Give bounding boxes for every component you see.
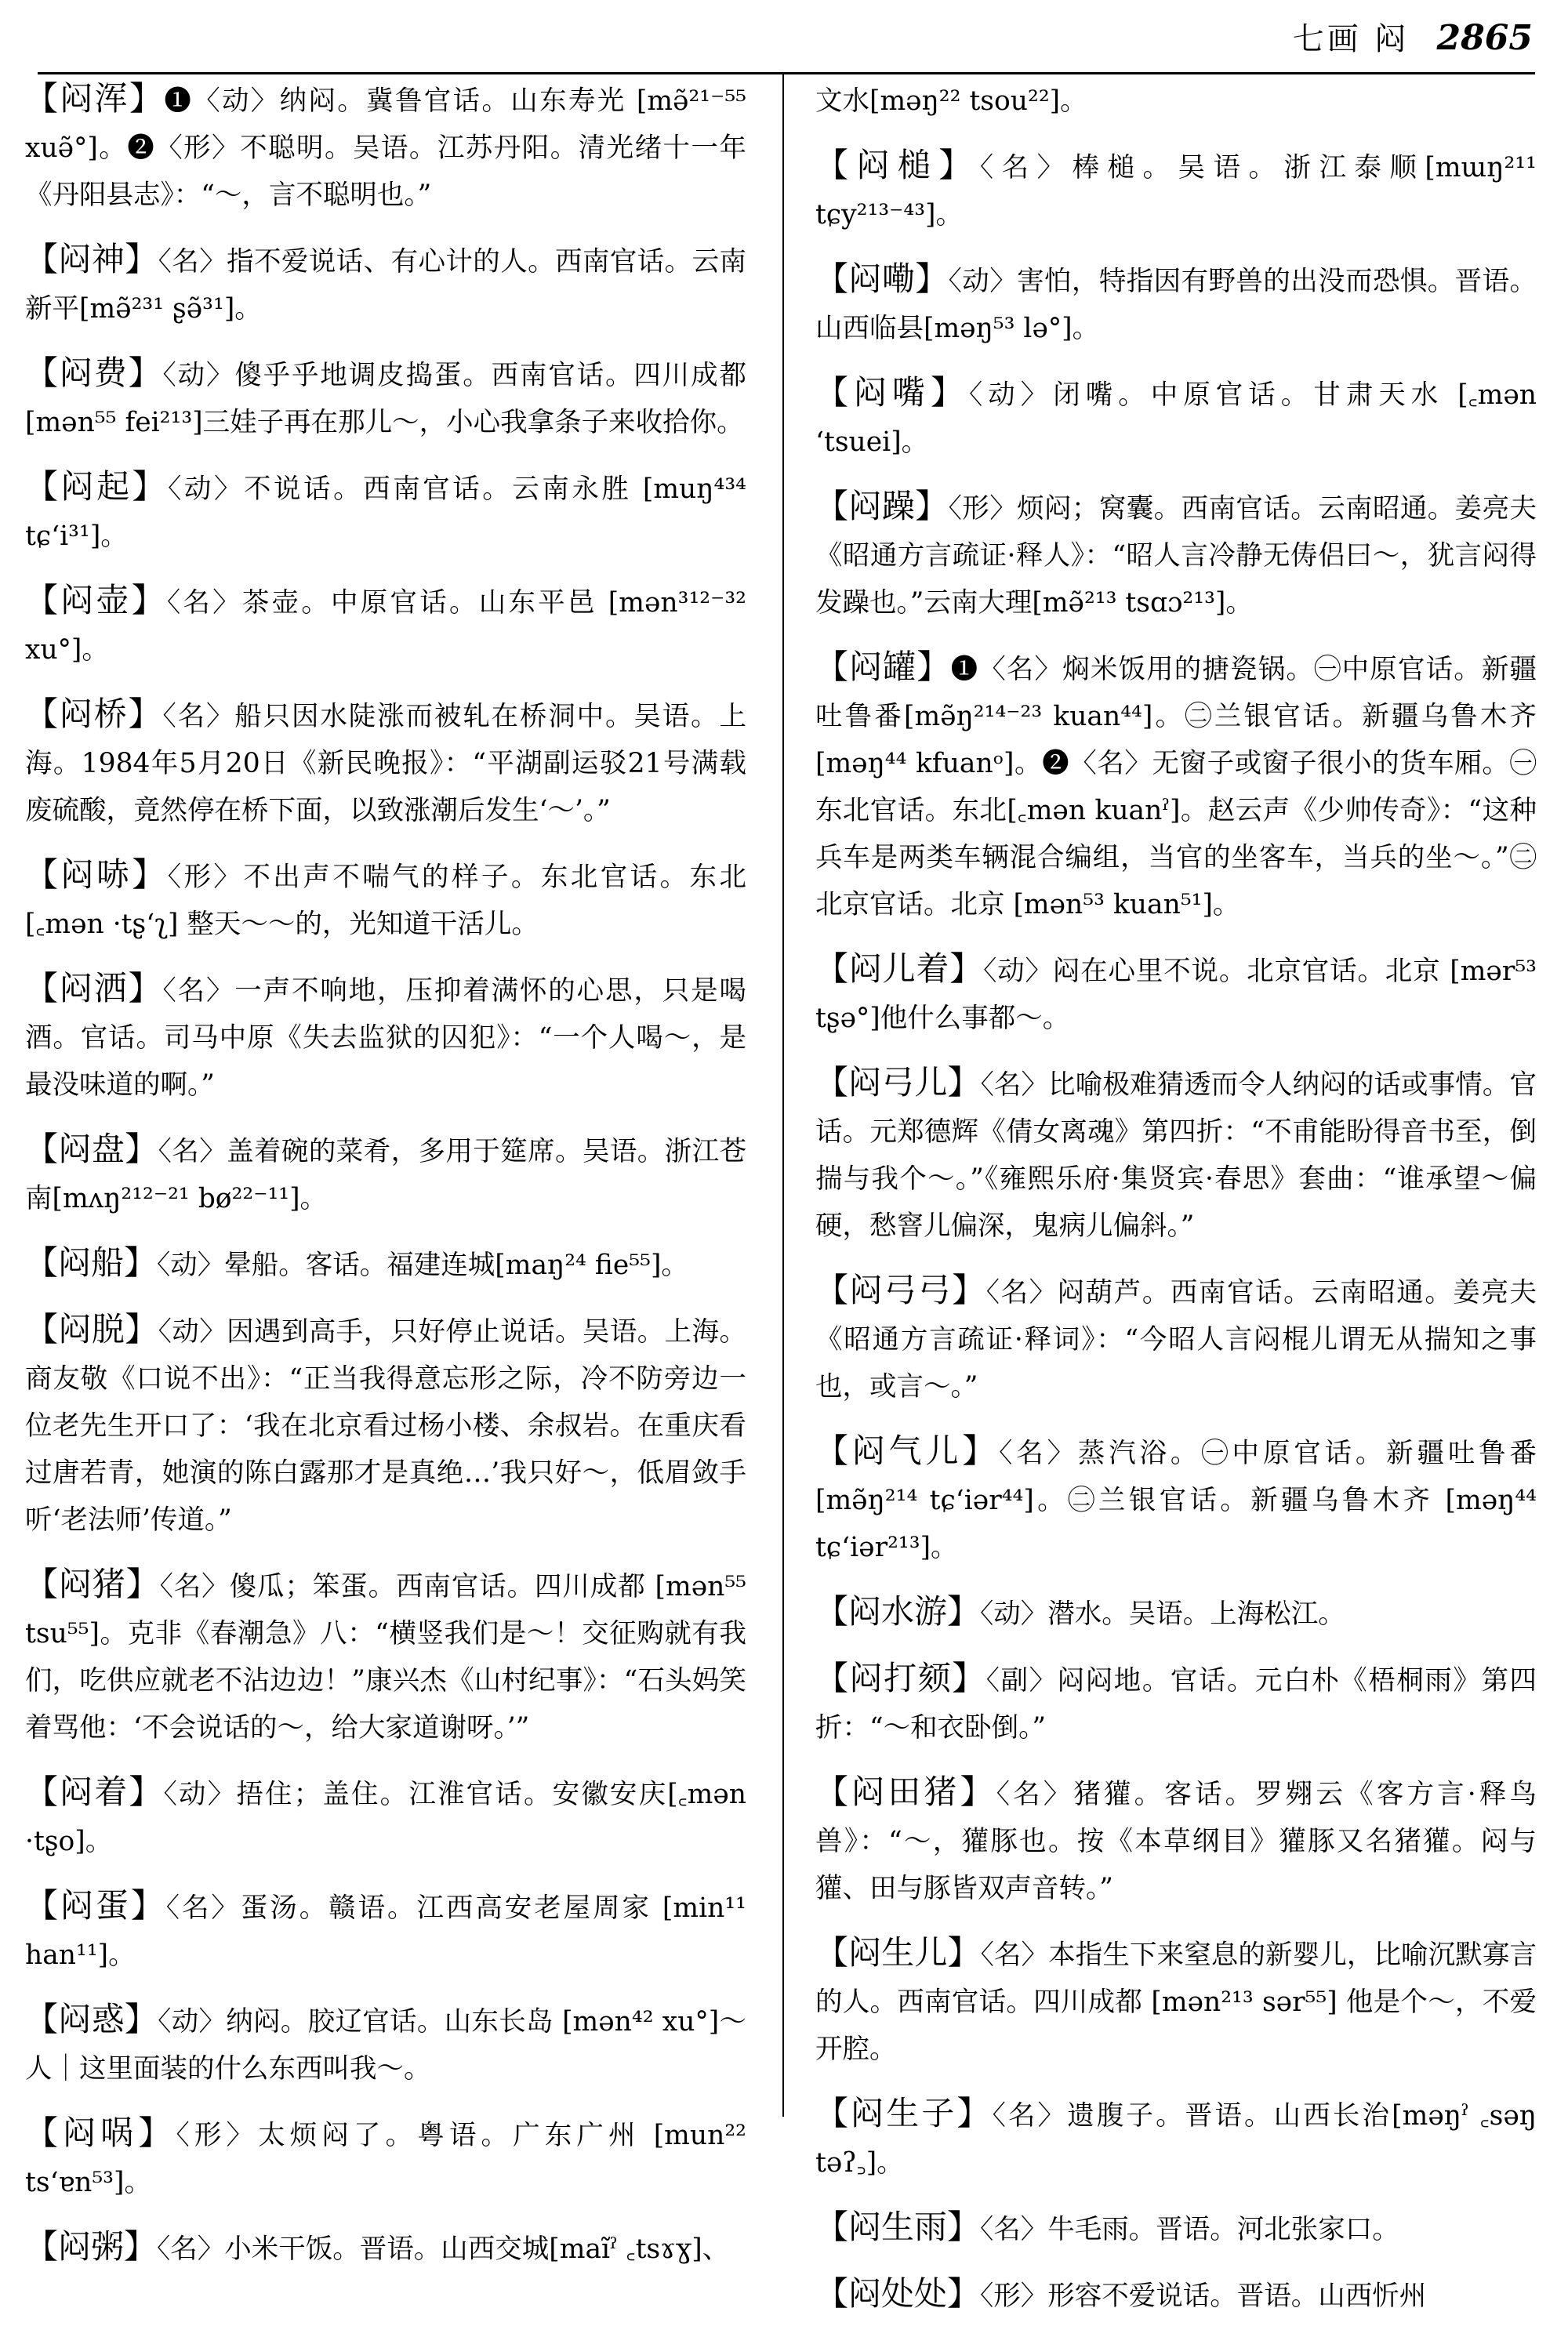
entry-headword: 【闷起】 <box>25 467 169 506</box>
entry-headword: 【闷嘴】 <box>815 373 970 412</box>
column-divider <box>782 72 784 2117</box>
entry-headword: 【闷脱】 <box>25 1310 158 1348</box>
dictionary-entry <box>815 2090 1537 2186</box>
entry-headword: 【闷船】 <box>25 1243 158 1282</box>
entry-headword: 【闷粥】 <box>25 2227 158 2266</box>
left-column <box>25 75 746 2290</box>
entry-definition: 〈形〉烦闷；窝囊。西南官话。云南昭通。姜亮夫《昭通方言疏证·释人》：“昭人言冷静无俦侣曰～，犹言闷得发躁也。”云南大理[mə̃²¹³ tsɑɔ²¹³]。 <box>815 493 1537 619</box>
entry-definition: 〈动〉潜水。吴语。上海松江。 <box>980 1599 1345 1630</box>
entry-headword: 【闷蛋】 <box>25 1886 166 1925</box>
entry-headword: 【闷洒】 <box>25 969 163 1007</box>
entry-headword: 【闷盘】 <box>25 1130 158 1168</box>
dictionary-entry <box>25 965 746 1109</box>
entry-headword: 【闷㖞】 <box>25 2114 176 2152</box>
entry-definition: 〈名〉闷葫芦。西南官话。云南昭通。姜亮夫《昭通方言疏证·释词》：“今昭人言闷棍儿谓无从揣知之事也，或言～。” <box>815 1277 1537 1403</box>
entry-headword: 【闷壶】 <box>25 581 167 619</box>
entry-headword: 【闷着】 <box>25 1773 164 1811</box>
running-head-section: 七画 闷 <box>1292 21 1410 57</box>
dictionary-entry <box>815 483 1537 626</box>
entry-headword: 【闷水游】 <box>815 1592 981 1631</box>
dictionary-entry <box>25 1996 746 2092</box>
entry-headword: 【闷生儿】 <box>815 1933 981 1972</box>
entry-definition: 〈名〉蛋汤。赣语。江西高安老屋周家 [min¹¹ han¹¹]。 <box>25 1892 746 1971</box>
entry-definition: 〈名〉船只因水陡涨而被轧在桥洞中。吴语。上海。1984年5月20日《新民晚报》：“平湖副运驳21号满载废硫酸，竟然停在桥下面，以致涨潮后发生‘～’。” <box>25 701 746 826</box>
entry-definition: ❶〈动〉纳闷。冀鲁官话。山东寿光 [mə̃²¹⁻⁵⁵ xuə̃°]。❷〈形〉不聪明。吴语。江苏丹阳。清光绪十一年《丹阳县志》：“～，言不聪明也。” <box>25 85 746 211</box>
page-header <box>0 14 1533 69</box>
entry-headword: 【闷生子】 <box>815 2094 993 2132</box>
dictionary-entry <box>25 1239 746 1289</box>
entry-definition: 〈动〉捂住；盖住。江淮官话。安徽安庆[꜀mən ·tʂo]。 <box>25 1779 746 1857</box>
dictionary-entry <box>815 1929 1537 2073</box>
entry-definition: 〈名〉牛毛雨。晋语。河北张家口。 <box>980 2214 1399 2245</box>
dictionary-entry <box>25 577 746 673</box>
dictionary-entry <box>25 1561 746 1751</box>
dictionary-entry <box>815 2204 1537 2253</box>
page-number: 2865 <box>1436 18 1533 58</box>
entry-headword: 【闷弓弓】 <box>815 1271 986 1309</box>
dictionary-entry <box>815 945 1537 1042</box>
entry-definition: 〈名〉蒸汽浴。㊀中原官话。新疆吐鲁番 [mə̃ŋ²¹⁴ tɕʻiər⁴⁴]。㊁兰银官话。新疆乌鲁木齐 [məŋ⁴⁴ tɕʻiər²¹³]。 <box>815 1438 1537 1563</box>
entry-headword: 【闷处处】 <box>815 2274 981 2313</box>
entry-headword: 【闷浑】 <box>25 79 165 118</box>
entry-headword: 【闷生雨】 <box>815 2208 981 2246</box>
dictionary-entry <box>815 1428 1537 1571</box>
entry-definition: 〈名〉小米干饭。晋语。山西交城[maĩˀ ꜀tsɤɣ]、 <box>157 2234 730 2265</box>
entry-headword: 【闷躁】 <box>815 487 949 525</box>
dictionary-entry <box>815 369 1537 466</box>
entry-definition: 〈动〉因遇到高手，只好停止说话。吴语。上海。商友敬《口说不出》：“正当我得意忘形之际，冷不防旁边一位老先生开口了：‘我在北京看过杨小楼、余叔岩。在重庆看过唐若青，她演的陈白露那才是真绝…’我只好～，低眉敛手听‘老法师’传道。” <box>25 1316 746 1536</box>
entry-definition: 〈副〉闷闷地。官话。元白朴《梧桐雨》第四折：“～和衣卧倒。” <box>815 1665 1537 1744</box>
entry-definition: 〈动〉晕船。客话。福建连城[maŋ²⁴ fie⁵⁵]。 <box>157 1250 688 1281</box>
dictionary-entry <box>815 1588 1537 1638</box>
dictionary-entry <box>25 1306 746 1544</box>
entry-headword: 【闷气儿】 <box>815 1432 1000 1470</box>
entry-definition: 〈动〉闷在心里不说。北京官话。北京 [mər⁵³ tʂə°]他什么事都～。 <box>815 956 1537 1034</box>
dictionary-entry <box>815 1655 1537 1751</box>
entry-headword: 【闷神】 <box>25 240 158 278</box>
entry-definition: 文水[məŋ²² tsou²²]。 <box>815 85 1087 117</box>
entry-headword: 【闷罐】 <box>815 648 951 686</box>
right-column <box>815 75 1537 2337</box>
dictionary-entry <box>815 1059 1537 1250</box>
entry-headword: 【闷桥】 <box>25 695 163 733</box>
dictionary-entry <box>815 256 1537 352</box>
entry-headword: 【闷嘞】 <box>815 259 949 298</box>
entry-headword: 【闷猪】 <box>25 1565 160 1603</box>
entry-definition: 〈动〉不说话。西南官话。云南永胜 [muŋ⁴³⁴ tɕʻi³¹]。 <box>25 474 746 552</box>
dictionary-entry <box>25 236 746 332</box>
dictionary-entry-continued <box>815 75 1537 125</box>
entry-headword: 【闷弓儿】 <box>815 1063 981 1101</box>
entry-definition: 〈名〉指不爱说话、有心计的人。西南官话。云南新平[mə̃²³¹ ʂə̃³¹]。 <box>25 246 746 325</box>
entry-headword: 【闷费】 <box>25 354 163 392</box>
entry-definition: 〈动〉傻乎乎地调皮捣蛋。西南官话。四川成都 [mən⁵⁵ fei²¹³]三娃子再在那儿～，小心我拿条子来收拾你。 <box>25 360 746 438</box>
dictionary-entry <box>25 851 746 948</box>
entry-headword: 【闷打颏】 <box>815 1659 986 1697</box>
entry-definition: 〈名〉猪獾。客话。罗翙云《客方言·释鸟兽》：“～，獾豚也。按《本草纲目》獾豚又名猪獾。闷与獾、田与豚皆双声音转。” <box>815 1779 1537 1904</box>
dictionary-entry <box>25 75 746 219</box>
dictionary-entry <box>815 644 1537 928</box>
dictionary-entry <box>25 2223 746 2273</box>
dictionary-entry <box>25 1769 746 1865</box>
entry-headword: 【闷儿着】 <box>815 949 984 988</box>
entry-definition: ❶〈名〉焖米饭用的搪瓷锅。㊀中原官话。新疆吐鲁番[mə̃ŋ²¹⁴⁻²³ kuan⁴⁴]。㊁兰银官话。新疆乌鲁木齐 [məŋ⁴⁴ kfuanᵒ]。❷〈名〉无窗子或窗子很小的货车厢。㊀东北官话。东北[꜀mən kuanˀ]。赵云声《少帅传奇》：“这种兵车是两类车辆混合编组，当官的坐客车，当兵的坐～。”㊁北京官话。北京 [mən⁵³ kuan⁵¹]。 <box>815 654 1537 920</box>
entry-definition: 〈动〉纳闷。胶辽官话。山东长岛 [mən⁴² xu°]～人｜这里面装的什么东西叫我～。 <box>25 2006 746 2085</box>
entry-definition: 〈名〉茶壶。中原官话。山东平邑 [mən³¹²⁻³² xu°]。 <box>25 587 746 666</box>
dictionary-entry <box>25 2110 746 2206</box>
entry-definition: 〈名〉傻瓜；笨蛋。西南官话。四川成都 [mən⁵⁵ tsu⁵⁵]。克非《春潮急》八：“横竖我们是～！交征购就有我们，吃供应就老不沾边边！”康兴杰《山村纪事》：“石头妈笑着骂他：‘不会说话的～，给大家道谢呀。’” <box>25 1571 746 1744</box>
entry-definition: 〈名〉棒槌。吴语。浙江泰顺[mɯŋ²¹¹ tɕy²¹³⁻⁴³]。 <box>815 152 1537 230</box>
dictionary-entry <box>815 1267 1537 1410</box>
entry-definition: 〈名〉比喻极难猜透而令人纳闷的话或事情。官话。元郑德辉《倩女离魂》第四折：“不甫能盼得音书至，倒揣与我个～。”《雍熙乐府·集贤宾·春思》套曲：“谁承望～偏硬，愁窨儿偏深，鬼病儿偏斜。” <box>815 1069 1537 1242</box>
entry-definition: 〈名〉一声不响地，压抑着满怀的心思，只是喝酒。官话。司马中原《失去监狱的囚犯》：“一个人喝～，是最没味道的啊。” <box>25 975 746 1101</box>
entry-definition: 〈形〉不出声不喘气的样子。东北官话。东北 [꜀mən ·tʂʻʅ] 整天～～的，光知道干活儿。 <box>25 862 746 940</box>
entry-definition: 〈形〉形容不爱说话。晋语。山西忻州 <box>980 2281 1427 2312</box>
entry-definition: 〈动〉害怕，特指因有野兽的出没而恐惧。晋语。山西临县[məŋ⁵³ lə°]。 <box>815 266 1537 344</box>
dictionary-entry <box>25 1126 746 1222</box>
entry-definition: 〈形〉太烦闷了。粤语。广东广州 [mun²² tsʻɐn⁵³]。 <box>25 2120 746 2198</box>
dictionary-entry <box>815 142 1537 238</box>
entry-definition: 〈名〉本指生下来窒息的新婴儿，比喻沉默寡言的人。西南官话。四川成都 [mən²¹³ sər⁵⁵] 他是个～，不爱开腔。 <box>815 1940 1537 2065</box>
entry-definition: 〈动〉闭嘴。中原官话。甘肃天水 [꜀mən ʻtsuei]。 <box>815 379 1537 458</box>
dictionary-entry <box>25 463 746 560</box>
dictionary-entry <box>25 1882 746 1979</box>
entry-headword: 【闷惑】 <box>25 2000 158 2038</box>
entry-headword: 【闷田猪】 <box>815 1773 996 1811</box>
dictionary-entry <box>25 691 746 834</box>
header-rule <box>38 72 1535 74</box>
dictionary-entry <box>25 350 746 446</box>
dictionary-entry <box>815 1769 1537 1912</box>
entry-headword: 【闷哧】 <box>25 855 168 894</box>
entry-headword: 【闷槌】 <box>815 146 980 184</box>
entry-definition: 〈名〉盖着碗的菜肴，多用于筵席。吴语。浙江苍南[mʌŋ²¹²⁻²¹ bø²²⁻¹¹]。 <box>25 1136 746 1214</box>
entry-definition: 〈名〉遗腹子。晋语。山西长治[məŋˀ ꜀səŋ təʔ꜆]。 <box>815 2100 1537 2179</box>
dictionary-entry <box>815 2270 1537 2320</box>
